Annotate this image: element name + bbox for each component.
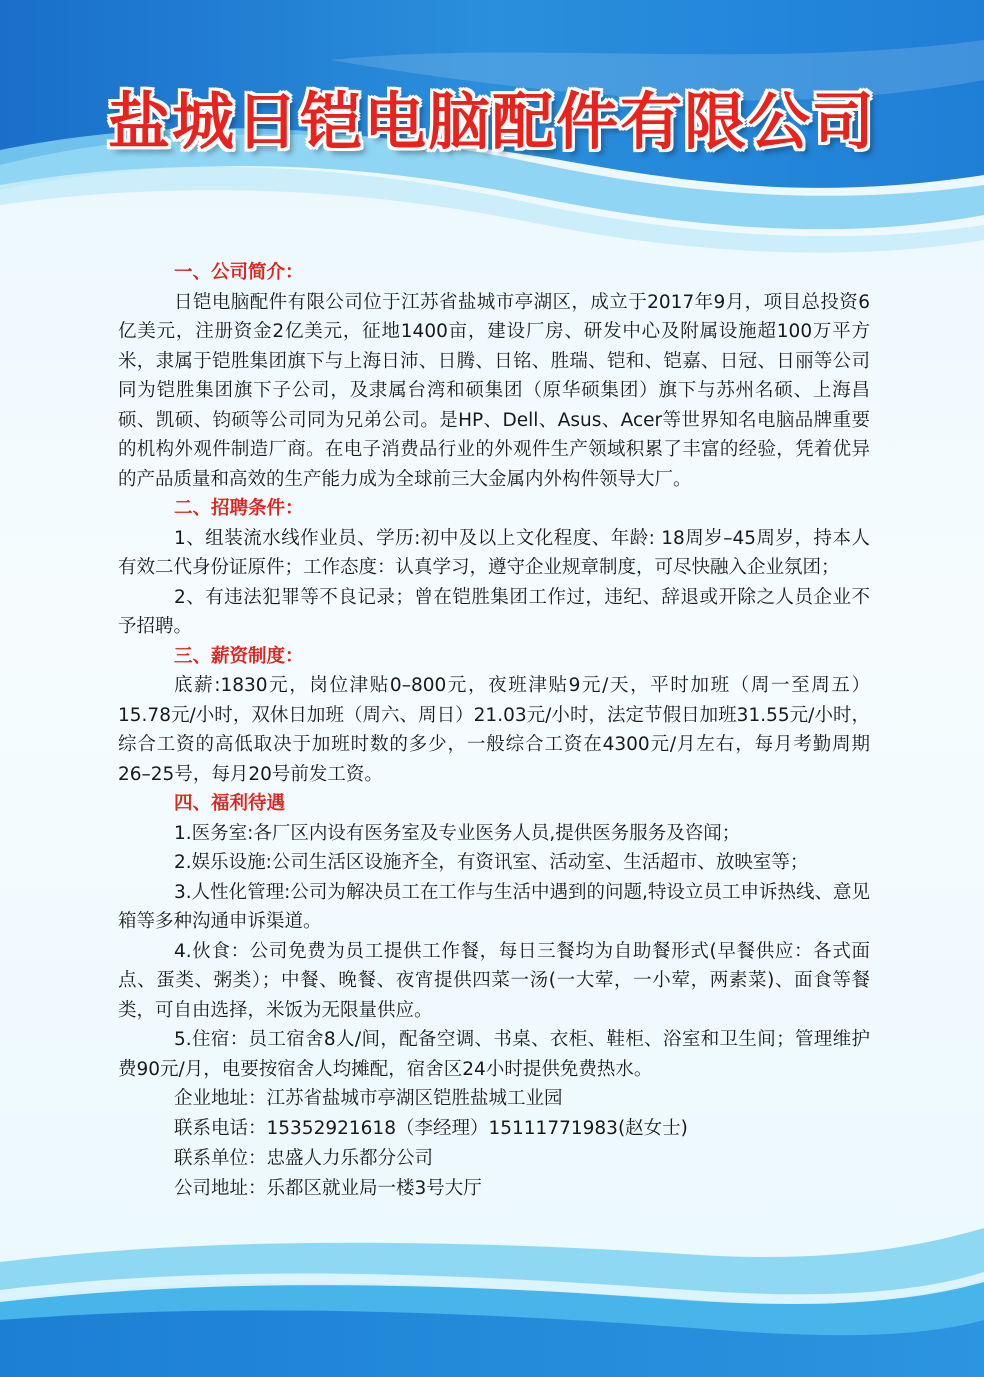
recruit-item: 1、组装流水线作业员、学历:初中及以上文化程度、年龄: 18周岁–45周岁，持本人有效二代身份证原件；工作态度：认真学习，遵守企业规章制度，可尽快融入企业氛团； [118,527,870,578]
contact-address: 企业地址：江苏省盐城市亭湖区铠胜盐城工业园 [174,1088,563,1109]
section-heading-recruit: 二、招聘条件： [174,498,304,519]
section-heading-intro: 一、公司简介： [174,262,304,283]
contact-phone: 联系电话：15352921618（李经理）15111771983(赵女士) [174,1118,688,1139]
welfare-item: 2.娱乐设施:公司生活区设施齐全，有资讯室、活动室、生活超市、放映室等； [174,852,809,873]
company-title: 盐城日铠电脑配件有限公司 [107,85,876,158]
contact-office: 公司地址：乐都区就业局一楼3号大厅 [174,1178,482,1199]
welfare-item: 3.人性化管理:公司为解决员工在工作与生活中遇到的问题,特设立员工申诉热线、意见箱等多种沟通申诉渠道。 [118,881,870,932]
intro-paragraph: 日铠电脑配件有限公司位于江苏省盐城市亭湖区，成立于2017年9月，项目总投资6亿美元，注册资金2亿美元，征地1400亩，建设厂房、研发中心及附属设施超100万平方米，隶属于铠胜集团旗下与上海日沛、日腾、日铭、胜瑞、铠和、铠嘉、日冠、日丽等公司同为铠胜集团旗下子公司，及隶属台湾和硕集团（原华硕集团）旗下与苏州名硕、上海昌硕、凯硕、钧硕等公司同为兄弟公司。是HP、Dell、Asus、Acer等世界知名电脑品牌重要的机构外观件制造厂商。在电子消费品行业的外观件生产领域积累了丰富的经验，凭着优异的产品质量和高效的生产能力成为全球前三大金属内外构件领导大厂。 [118,291,870,490]
welfare-item: 1.医务室:各厂区内设有医务室及专业医务人员,提供医务服务及咨闻； [174,822,741,844]
salary-paragraph: 底薪:1830元，岗位津贴0–800元，夜班津贴9元/天，平时加班（周一至周五）15.78元/小时，双休日加班（周六、周日）21.03元/小时，法定节假日加班31.55元/小时，综合工资的高低取决于加班时数的多少，一般综合工资在4300元/月左右，每月考勤周期26–25号，每月20号前发工资。 [118,675,870,785]
contact-unit: 联系单位：忠盛人力乐都分公司 [174,1148,434,1169]
section-heading-welfare: 四、福利待遇 [174,793,286,814]
welfare-item: 4.伙食：公司免费为员工提供工作餐，每日三餐均为自助餐形式(早餐供应：各式面点、蛋类、粥类）；中餐、晚餐、夜宵提供四菜一汤(一大荤，一小荤，两素菜)、面食等餐类，可自由选择，米饭为无限量供应。 [118,940,870,1021]
poster-body [118,258,870,1204]
section-heading-salary: 三、薪资制度： [174,645,304,667]
welfare-item: 5.住宿：员工宿舍8人/间，配备空调、书桌、衣柜、鞋柜、浴室和卫生间；管理维护费90元/月，电要按宿舍人均摊配，宿舍区24小时提供免费热水。 [118,1029,870,1080]
recruit-item: 2、有违法犯罪等不良记录；曾在铠胜集团工作过，违纪、辞退或开除之人员企业不予招聘。 [118,586,870,637]
